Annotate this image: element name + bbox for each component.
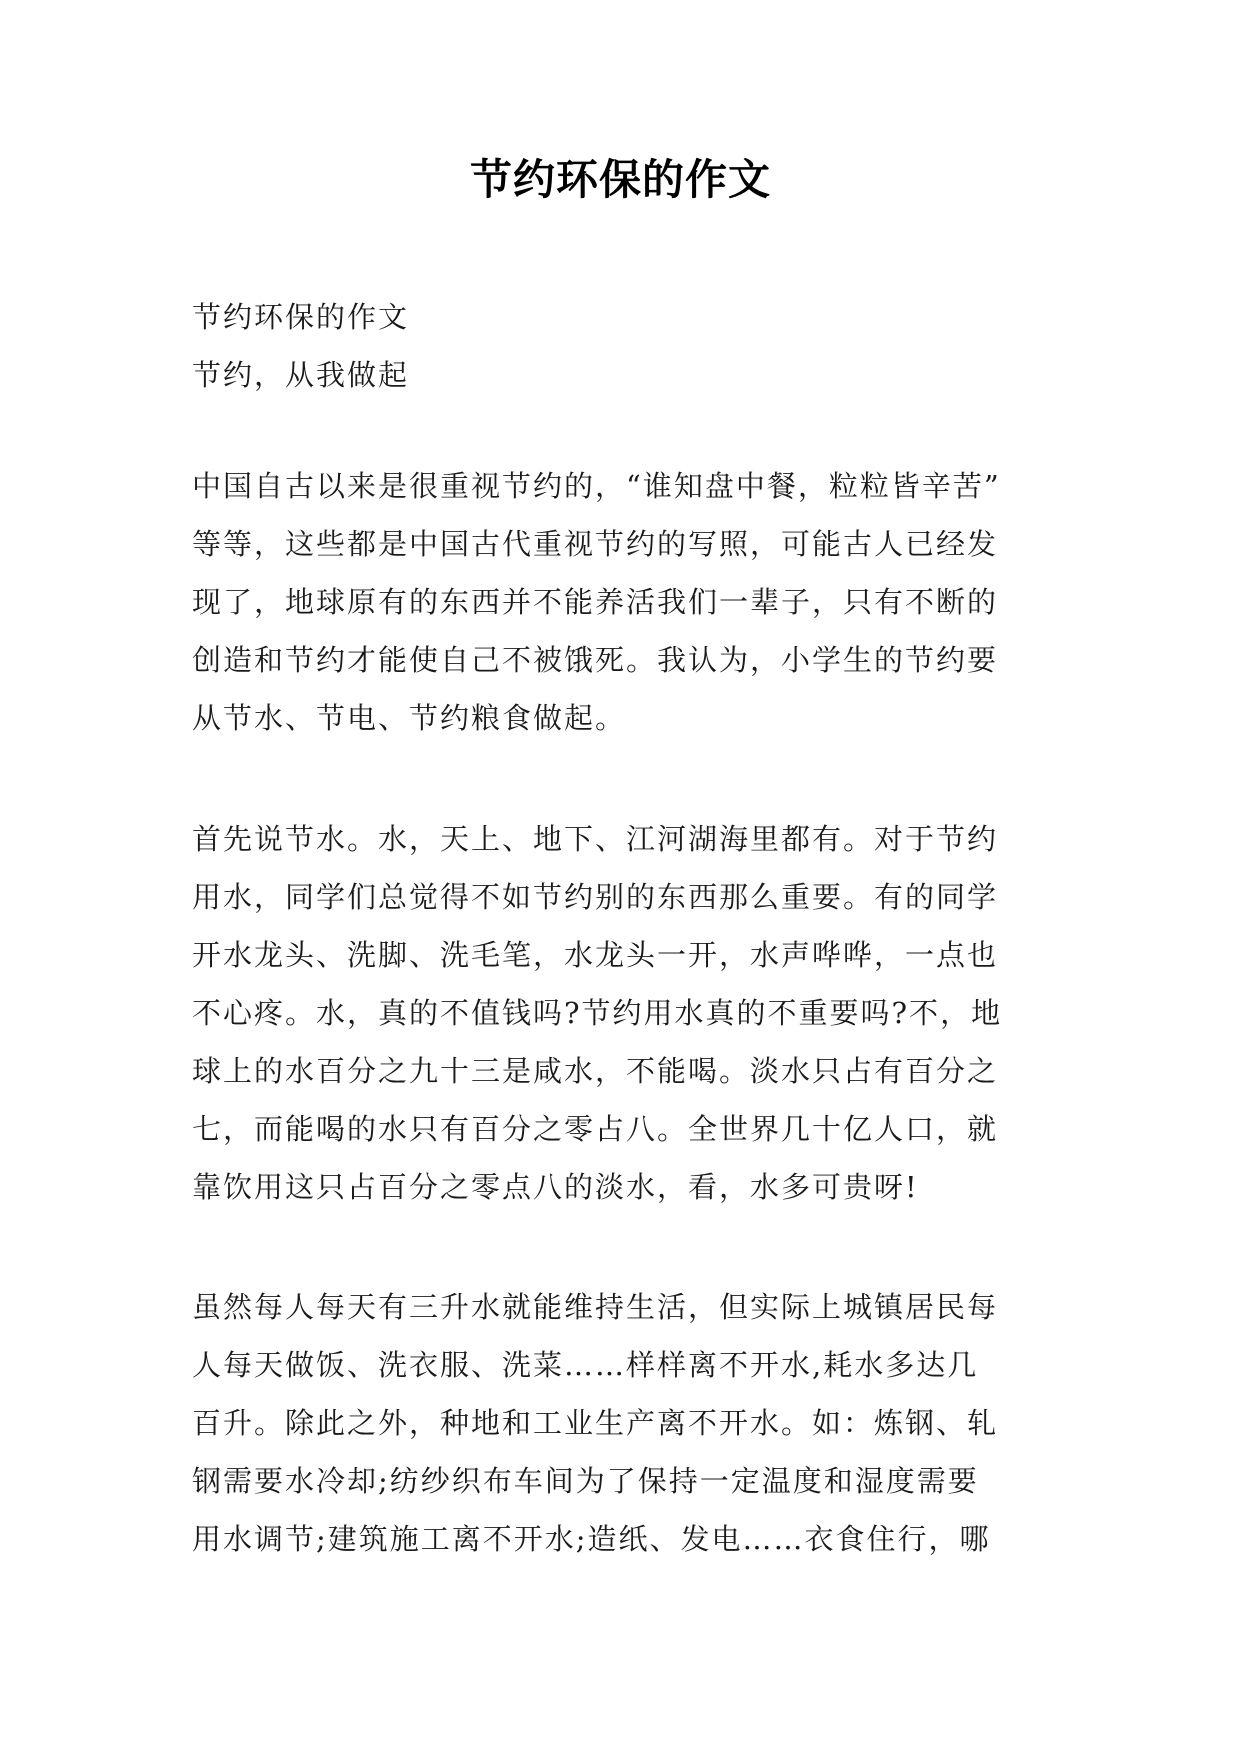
paragraph-2 bbox=[192, 810, 1062, 1216]
text-line: 开水龙头、洗脚、洗毛笔，水龙头一开，水声哗哗，一点也 bbox=[192, 938, 999, 972]
paragraph-3 bbox=[192, 1278, 1062, 1568]
text-line: 不心疼。水，真的不值钱吗?节约用水真的不重要吗?不，地 bbox=[192, 996, 1003, 1030]
text-line: 百升。除此之外，种地和工业生产离不开水。如：炼钢、轧 bbox=[192, 1406, 999, 1440]
text-line: 现了，地球原有的东西并不能养活我们一辈子，只有不断的 bbox=[192, 585, 999, 619]
text-line: 人每天做饭、洗衣服、洗菜……样样离不开水,耗水多达几 bbox=[192, 1348, 979, 1382]
text-line: 七，而能喝的水只有百分之零占八。全世界几十亿人口，就 bbox=[192, 1112, 999, 1146]
page-title: 节约环保的作文 bbox=[469, 155, 771, 204]
subtitle-line: 节约，从我做起 bbox=[192, 358, 410, 392]
text-line: 用水调节;建筑施工离不开水;造纸、发电……衣食住行，哪 bbox=[192, 1522, 991, 1556]
paragraph-1 bbox=[192, 457, 1062, 747]
text-line: 靠饮用这只占百分之零点八的淡水，看，水多可贵呀! bbox=[192, 1170, 919, 1204]
text-line: 钢需要水冷却;纺纱织布车间为了保持一定温度和湿度需要 bbox=[192, 1464, 979, 1498]
text-line: 首先说节水。水，天上、地下、江河湖海里都有。对于节约 bbox=[192, 822, 999, 856]
text-line: 用水，同学们总觉得不如节约别的东西那么重要。有的同学 bbox=[192, 880, 999, 914]
text-line: 创造和节约才能使自己不被饿死。我认为，小学生的节约要 bbox=[192, 643, 999, 677]
text-line: 中国自古以来是很重视节约的，“谁知盘中餐，粒粒皆辛苦” bbox=[192, 469, 1001, 503]
text-line: 球上的水百分之九十三是咸水，不能喝。淡水只占有百分之 bbox=[192, 1054, 999, 1088]
text-line: 等等，这些都是中国古代重视节约的写照，可能古人已经发 bbox=[192, 527, 999, 561]
subtitle-line: 节约环保的作文 bbox=[192, 300, 410, 334]
text-line: 从节水、节电、节约粮食做起。 bbox=[192, 701, 627, 735]
text-line: 虽然每人每天有三升水就能维持生活，但实际上城镇居民每 bbox=[192, 1290, 999, 1324]
subtitle-block bbox=[192, 288, 1062, 404]
